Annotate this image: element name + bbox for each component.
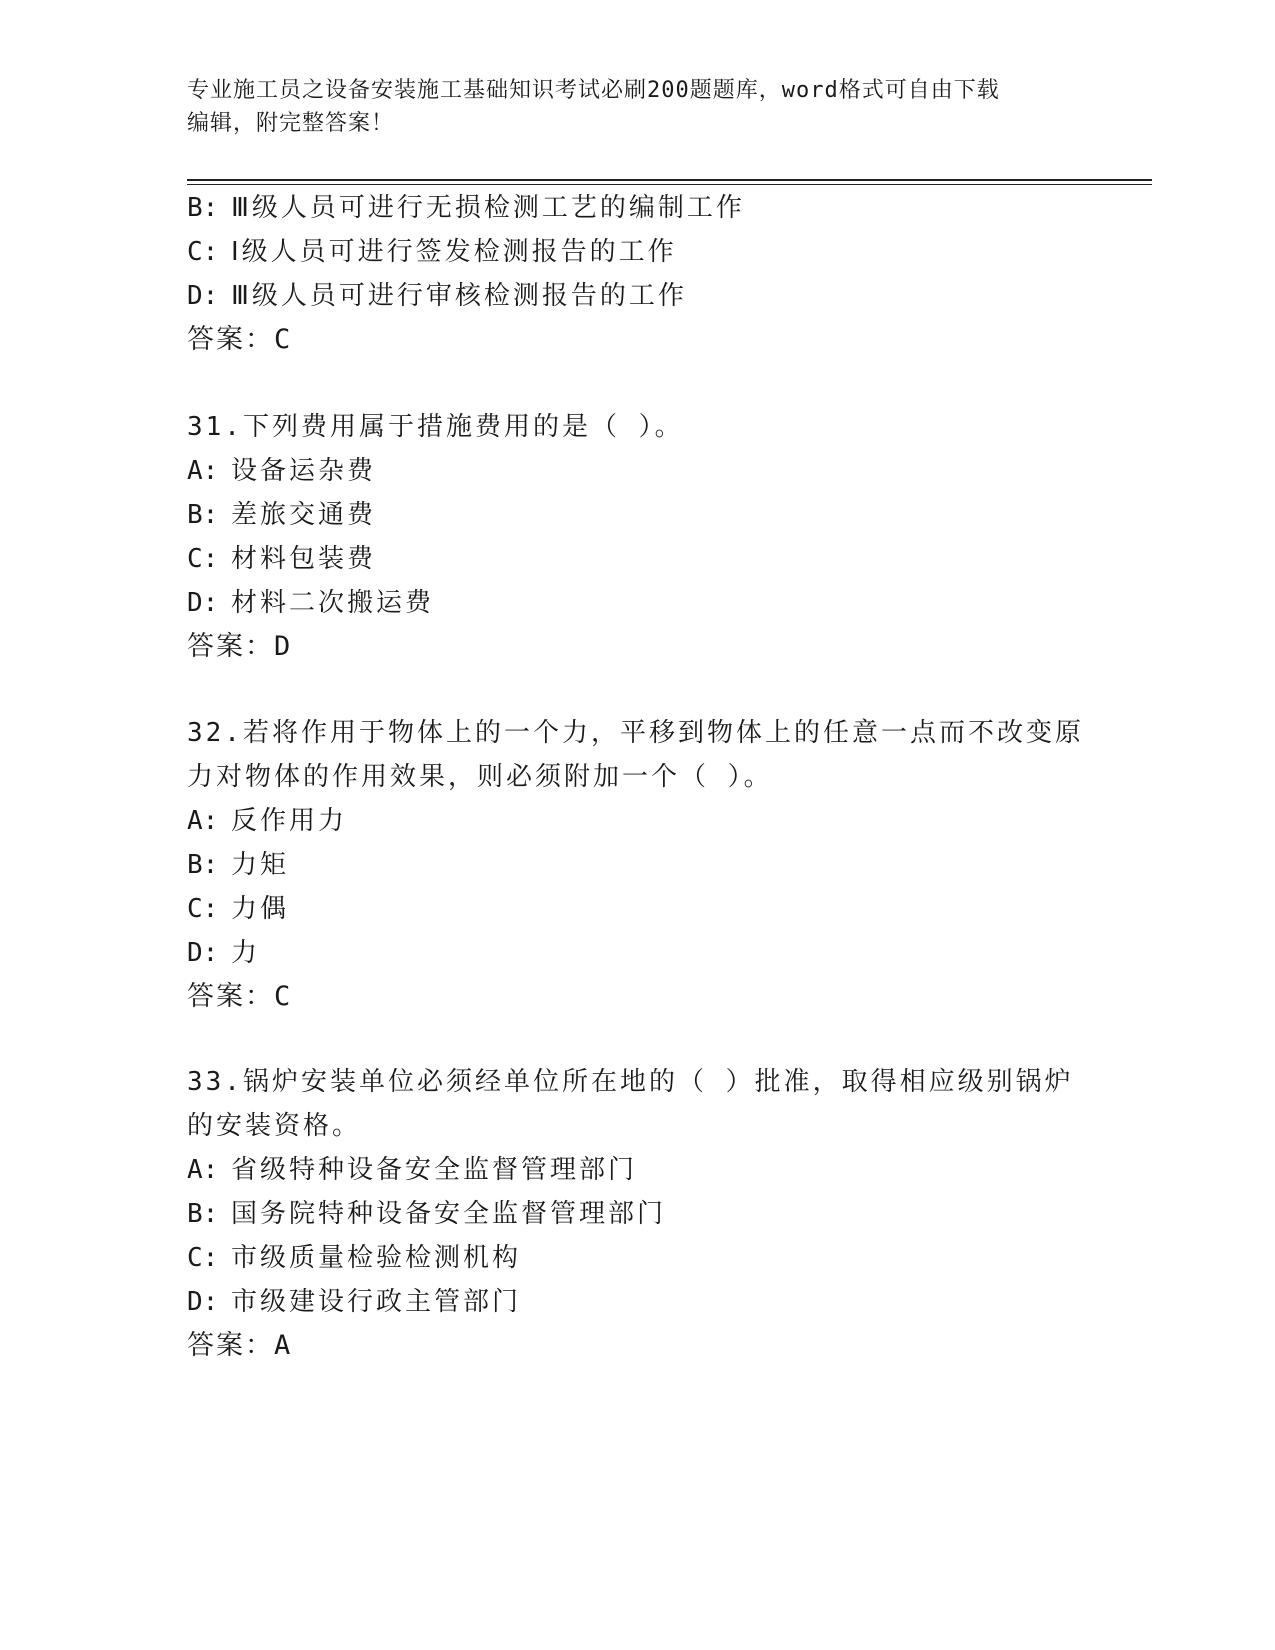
option-text: 差旅交通费 xyxy=(231,500,377,530)
option-c xyxy=(187,541,376,577)
header-rule-thin xyxy=(187,184,1152,185)
option-text: 力 xyxy=(231,938,261,968)
option-a xyxy=(187,803,347,839)
option-d xyxy=(187,585,434,621)
option-text: Ⅰ级人员可进行签发检测报告的工作 xyxy=(231,237,677,267)
option-d xyxy=(187,935,260,971)
question-33-stem-line-1: 33.锅炉安装单位必须经单位所在地的（ ）批准，取得相应级别锅炉 xyxy=(187,1067,1074,1097)
option-text: 市级建设行政主管部门 xyxy=(231,1287,522,1317)
option-text: 材料二次搬运费 xyxy=(231,588,435,618)
option-d xyxy=(187,278,687,314)
answer-line: 答案：A xyxy=(187,1330,293,1361)
option-text: 材料包装费 xyxy=(231,544,377,574)
option-text: Ⅲ级人员可进行审核检测报告的工作 xyxy=(231,281,687,311)
option-c xyxy=(187,891,289,927)
option-label: A: xyxy=(187,456,219,486)
answer-line: 答案：C xyxy=(187,324,293,355)
option-a xyxy=(187,453,376,489)
option-text: 省级特种设备安全监督管理部门 xyxy=(231,1155,638,1185)
option-label: B: xyxy=(187,1199,219,1229)
option-d xyxy=(187,1284,521,1320)
option-label: B: xyxy=(187,850,219,880)
option-text: 国务院特种设备安全监督管理部门 xyxy=(231,1199,667,1229)
option-c xyxy=(187,234,677,270)
option-text: 反作用力 xyxy=(231,806,348,836)
option-label: A: xyxy=(187,1155,219,1185)
option-label: C: xyxy=(187,237,219,267)
option-b xyxy=(187,847,289,883)
question-31-stem: 31.下列费用属于措施费用的是（ ）。 xyxy=(187,412,684,442)
answer-line: 答案：D xyxy=(187,631,293,662)
document-header xyxy=(187,74,1087,140)
option-c xyxy=(187,1240,521,1276)
option-label: D: xyxy=(187,938,219,968)
option-a xyxy=(187,1152,637,1188)
question-32-stem-line-1: 32.若将作用于物体上的一个力，平移到物体上的任意一点而不改变原 xyxy=(187,718,1084,748)
option-text: 市级质量检验检测机构 xyxy=(231,1243,522,1273)
option-text: 力矩 xyxy=(231,850,290,880)
option-label: B: xyxy=(187,500,219,530)
option-label: C: xyxy=(187,1243,219,1273)
option-label: B: xyxy=(187,193,219,223)
option-label: D: xyxy=(187,1287,219,1317)
option-label: D: xyxy=(187,281,219,311)
option-b xyxy=(187,497,376,533)
header-line-2: 编辑，附完整答案！ xyxy=(187,111,395,136)
question-32-stem-line-2: 力对物体的作用效果，则必须附加一个（ ）。 xyxy=(187,762,773,792)
answer-line: 答案：C xyxy=(187,981,293,1012)
option-label: C: xyxy=(187,894,219,924)
option-label: A: xyxy=(187,806,219,836)
question-33-stem-line-2: 的安装资格。 xyxy=(187,1111,362,1141)
header-rule-thick xyxy=(187,179,1152,181)
option-label: C: xyxy=(187,544,219,574)
option-text: 力偶 xyxy=(231,894,290,924)
header-line-1: 专业施工员之设备安装施工基础知识考试必刷200题题库，word格式可自由下载 xyxy=(187,78,1000,103)
option-label: D: xyxy=(187,588,219,618)
option-b xyxy=(187,1196,666,1232)
option-b xyxy=(187,190,745,226)
option-text: Ⅲ级人员可进行无损检测工艺的编制工作 xyxy=(231,193,745,223)
option-text: 设备运杂费 xyxy=(231,456,377,486)
